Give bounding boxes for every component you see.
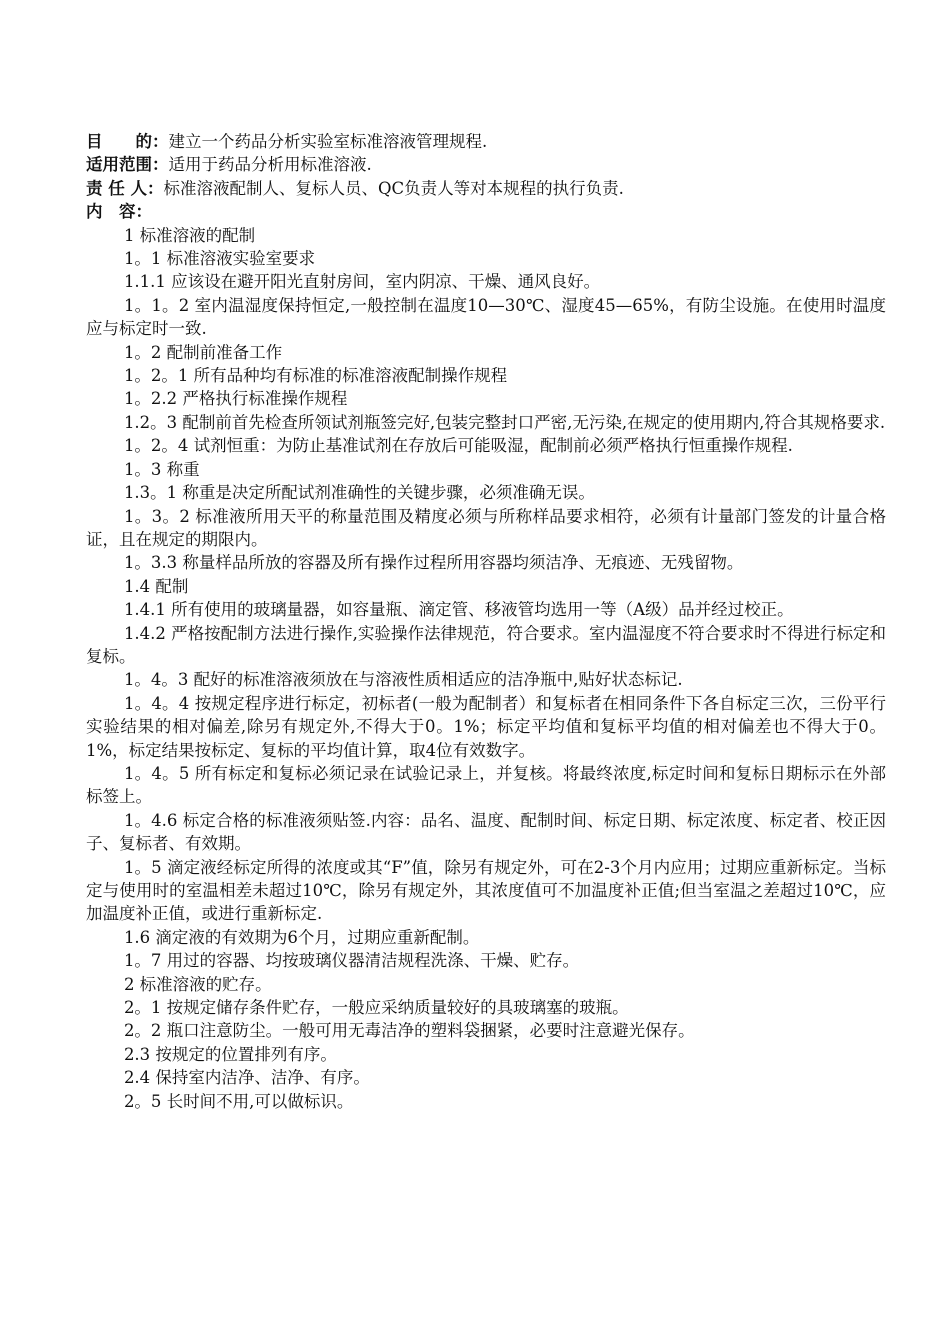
clause-1-1: 1。1 标准溶液实验室要求	[123, 249, 316, 269]
clause-1-4-5: 1。4。5 所有标定和复标必须记录在试验记录上，并复核。将最终浓度,标定时间和复标日期标示在外部标签上。	[86, 763, 886, 807]
owner-line	[86, 177, 886, 200]
owner-text: 标准溶液配制人、复标人员、QC负责人等对本规程的执行负责.	[163, 178, 624, 198]
section-1-heading: 1 标准溶液的配制	[123, 225, 256, 245]
document-body	[86, 130, 886, 1113]
purpose-line	[86, 130, 886, 153]
clause-1-3-2: 1。3。2 标准液所用天平的称量范围及精度必须与所称样品要求相符，必须有计量部门签发的计量合格证，且在规定的期限内。	[86, 506, 886, 549]
clause-2-1: 2。1 按规定储存条件贮存，一般应采纳质量较好的具玻璃塞的玻瓶。	[123, 998, 629, 1018]
clause-1-7: 1。7 用过的容器、均按玻璃仪器清洁规程洗涤、干燥、贮存。	[123, 951, 580, 971]
clause-1-5: 1。5 滴定液经标定所得的浓度或其“F”值，除另有规定外，可在2-3个月内应用；过期应重新标定。当标定与使用时的室温相差未超过10℃，除另有规定外，其浓度值可不加温度补正值;但当室温之差超过10℃，应加温度补正值，或进行重新标定.	[86, 857, 886, 924]
clause-1-1-1: 1.1.1 应该设在避开阳光直射房间，室内阴凉、干燥、通风良好。	[123, 272, 601, 292]
clause-1-3-1: 1.3。1 称重是决定所配试剂准确性的关键步骤，必须准确无误。	[123, 483, 595, 503]
clause-2-3: 2.3 按规定的位置排列有序。	[123, 1044, 337, 1064]
clause-1-4-2: 1.4.2 严格按配制方法进行操作,实验操作法律规范，符合要求。室内温湿度不符合要求时不得进行标定和复标。	[86, 623, 886, 666]
content-line	[86, 200, 886, 223]
clause-1-2-4: 1。2。4 试剂恒重：为防止基准试剂在存放后可能吸湿，配制前必须严格执行恒重操作规程.	[123, 436, 793, 456]
clause-1-4: 1.4 配制	[123, 576, 189, 596]
clause-1-2-3: 1.2。3 配制前首先检查所领试剂瓶签完好,包装完整封口严密,无污染,在规定的使用期内,符合其规格要求.	[123, 412, 886, 432]
purpose-text: 建立一个药品分析实验室标准溶液管理规程.	[168, 132, 488, 151]
clause-2-5: 2。5 长时间不用,可以做标识。	[123, 1091, 354, 1111]
clause-2-2: 2。2 瓶口注意防尘。一般可用无毒洁净的塑料袋捆紧，必要时注意避光保存。	[123, 1021, 695, 1041]
section-2-heading: 2 标准溶液的贮存。	[123, 974, 272, 994]
scope-line	[86, 153, 886, 176]
clause-1-6: 1.6 滴定液的有效期为6个月，过期应重新配制。	[123, 927, 480, 947]
clause-1-4-3: 1。4。3 配好的标准溶液须放在与溶液性质相适应的洁净瓶中,贴好状态标记.	[123, 670, 683, 690]
purpose-label: 目 的：	[86, 132, 169, 151]
clause-2-4: 2.4 保持室内洁净、洁净、有序。	[123, 1068, 370, 1088]
scope-text: 适用于药品分析用标准溶液.	[168, 155, 372, 175]
scope-label: 适用范围：	[86, 155, 169, 175]
clause-1-2: 1。2 配制前准备工作	[123, 342, 283, 362]
content-label: 内 容：	[86, 202, 152, 222]
clause-1-3-3: 1。3.3 称量样品所放的容器及所有操作过程所用容器均须洁净、无痕迹、无残留物。	[123, 553, 744, 573]
clause-1-4-4: 1。4。4 按规定程序进行标定，初标者(一般为配制者）和复标者在相同条件下各自标定三次，三份平行实验结果的相对偏差,除另有规定外,不得大于0。1%；标定平均值和复标平均值的相对偏差也不得大于0。1%，标定结果按标定、复标的平均值计算，取4位有效数字。	[86, 693, 886, 760]
clause-1-2-1: 1。2。1 所有品种均有标准的标准溶液配制操作规程	[123, 366, 508, 386]
owner-label: 责 任 人：	[86, 178, 164, 198]
clause-1-4-1: 1.4.1 所有使用的玻璃量器，如容量瓶、滴定管、移液管均选用一等（A级）品并经过校正。	[123, 600, 794, 620]
clause-1-3: 1。3 称重	[123, 459, 200, 479]
clause-1-2-2: 1。2.2 严格执行标准操作规程	[123, 389, 348, 409]
clause-1-1-2: 1。1。2 室内温湿度保持恒定,一般控制在温度10—30℃、湿度45—65%，有防尘设施。在使用时温度应与标定时一致.	[86, 295, 886, 339]
clause-1-4-6: 1。4.6 标定合格的标准液须贴签.内容：品名、温度、配制时间、标定日期、标定浓度、标定者、校正因子、复标者、有效期。	[86, 810, 886, 854]
